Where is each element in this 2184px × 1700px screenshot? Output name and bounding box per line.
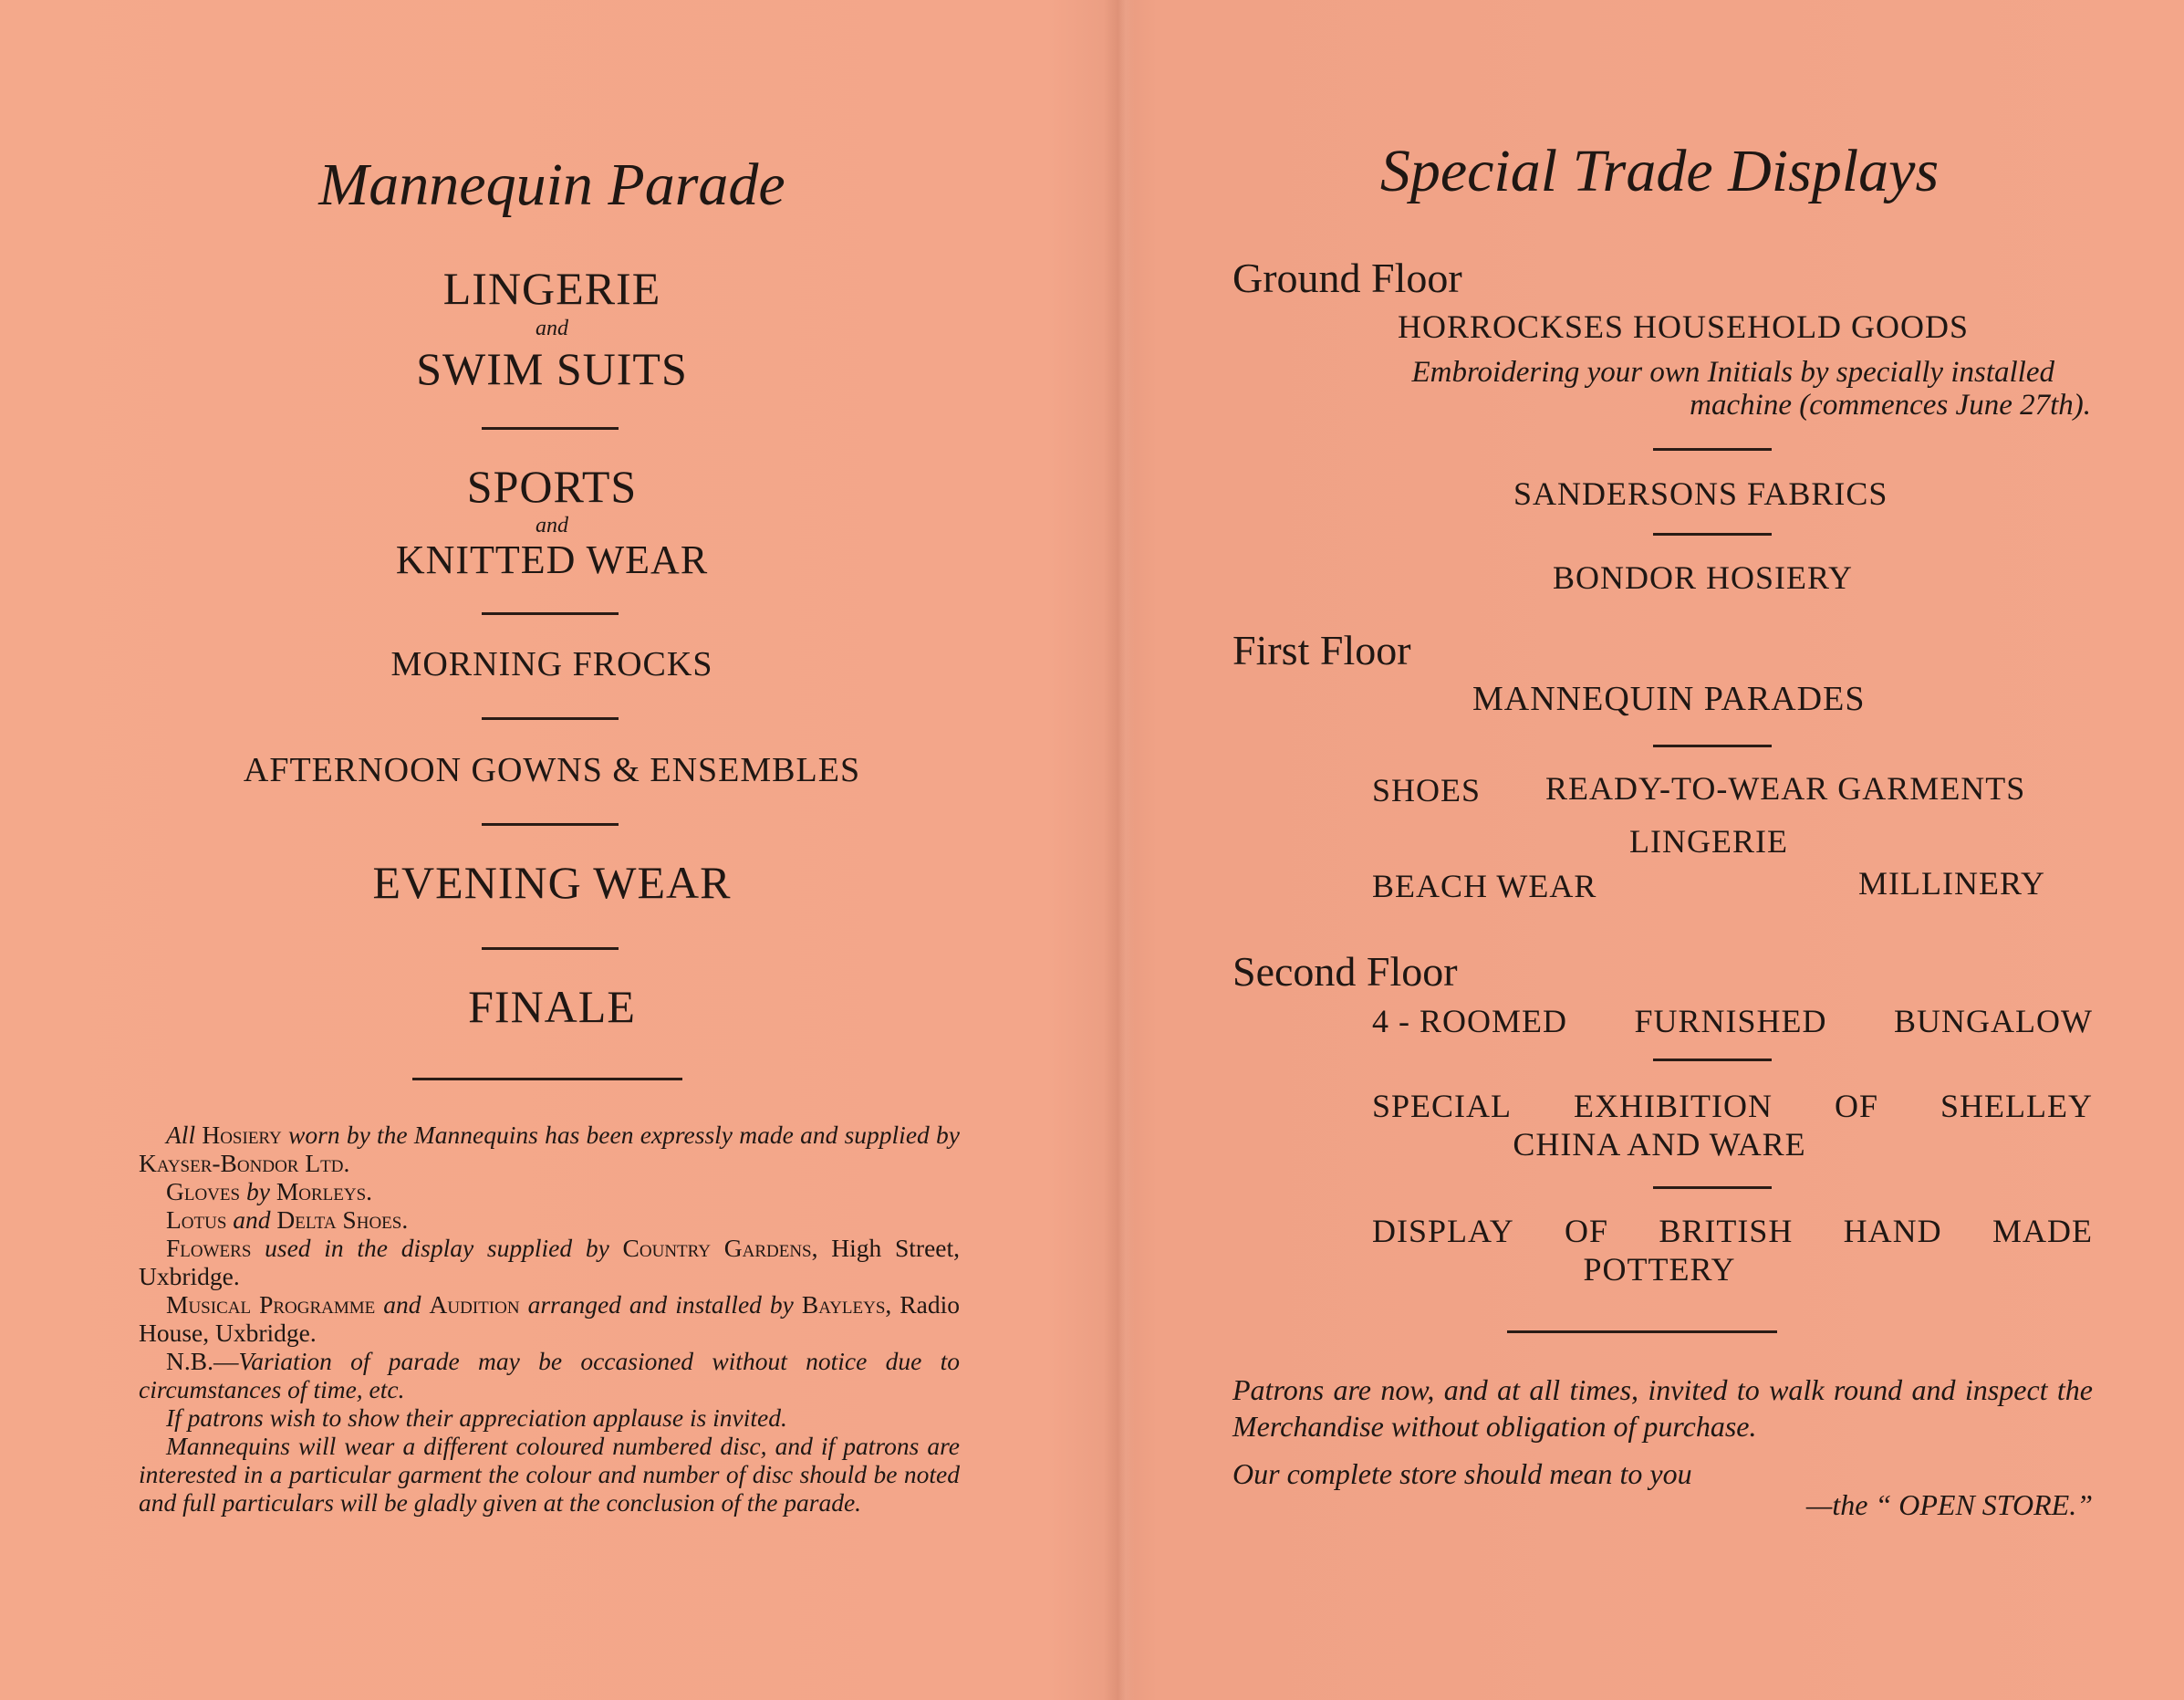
display-pottery-line1: DISPLAY OF BRITISH HAND MADE [1372, 1213, 2093, 1249]
divider [482, 717, 619, 720]
note-hosiery: All Hosiery worn by the Mannequins has been expressly made and supplied by Kayser-Bondor Ltd. [139, 1121, 960, 1177]
divider [482, 612, 619, 615]
display-shelley-line2: CHINA AND WARE [1513, 1126, 1806, 1163]
patrons-note: Patrons are now, and at all times, invited to walk round and inspect the Merchandise without obligation of purchase. [1232, 1373, 2093, 1443]
display-bondor: BONDOR HOSIERY [1553, 559, 1854, 596]
display-millinery: MILLINERY [1858, 865, 2045, 902]
section-knitted-wear: KNITTED WEAR [395, 537, 709, 582]
divider [1653, 1059, 1772, 1061]
display-bungalow: 4 - ROOMED FURNISHED BUNGALOW [1372, 1003, 2093, 1039]
display-lingerie: LINGERIE [1629, 823, 1788, 860]
right-page [1135, 0, 2184, 1700]
page-title: Mannequin Parade [318, 151, 785, 218]
display-mannequin-parades: MANNEQUIN PARADES [1472, 680, 1866, 718]
floor-heading-ground: Ground Floor [1232, 255, 1462, 301]
display-shelley-line1: SPECIAL EXHIBITION OF SHELLEY [1372, 1088, 2093, 1124]
note-gloves: Gloves by Morleys. [166, 1177, 373, 1205]
section-lingerie: LINGERIE [442, 263, 661, 314]
section-afternoon-gowns: AFTERNOON GOWNS & ENSEMBLES [243, 751, 861, 789]
note-music: Musical Programme and Audition arranged and installed by Bayleys, Radio House, Uxbridge. [139, 1290, 960, 1347]
note-shoes: Lotus and Delta Shoes. [166, 1205, 409, 1234]
note-disc: Mannequins will wear a different coloured numbered disc, and if patrons are interested in a particular garment the colour and number of disc should be noted and full particulars will be gladly given at the conclusion of the parade. [139, 1432, 960, 1517]
display-sandersons: SANDERSONS FABRICS [1513, 475, 1888, 512]
display-beach-wear: BEACH WEAR [1372, 868, 1597, 904]
center-fold [1104, 0, 1135, 1700]
divider [482, 823, 619, 826]
and-connector: and [536, 514, 568, 537]
section-finale: FINALE [468, 981, 636, 1032]
section-evening-wear: EVENING WEAR [372, 857, 732, 908]
section-swim-suits: SWIM SUITS [416, 343, 688, 394]
display-pottery-line2: POTTERY [1583, 1251, 1736, 1288]
store-line1: Our complete store should mean to you [1232, 1457, 1692, 1490]
display-note-line2: machine (commences June 27th). [1690, 389, 2091, 422]
divider [1653, 745, 1772, 747]
section-morning-frocks: MORNING FROCKS [390, 645, 713, 683]
and-connector: and [536, 317, 568, 340]
display-ready-to-wear: READY-TO-WEAR GARMENTS [1545, 770, 2026, 807]
display-horrockses: HORROCKSES HOUSEHOLD GOODS [1398, 308, 1970, 345]
section-sports: SPORTS [466, 461, 638, 512]
divider [482, 947, 619, 950]
divider [1653, 1186, 1772, 1189]
display-shoes: SHOES [1372, 772, 1482, 808]
note-flowers: Flowers used in the display supplied by Country Gardens, High Street, Uxbridge. [139, 1234, 960, 1290]
page-title: Special Trade Displays [1379, 138, 1940, 204]
note-applause: If patrons wish to show their appreciation applause is invited. [166, 1403, 787, 1432]
credits-notes [139, 1121, 960, 1517]
divider [1653, 533, 1772, 536]
note-nb: N.B.—Variation of parade may be occasioned without notice due to circumstances of time, etc. [139, 1347, 960, 1403]
floor-heading-second: Second Floor [1232, 948, 1458, 995]
divider [482, 427, 619, 430]
display-note-line1: Embroidering your own Initials by specially installed [1411, 356, 2054, 389]
divider-long [1507, 1330, 1777, 1333]
floor-heading-first: First Floor [1232, 627, 1411, 673]
store-line2: —the “ OPEN STORE.” [1805, 1488, 2093, 1521]
divider-long [412, 1078, 682, 1080]
divider [1653, 448, 1772, 451]
